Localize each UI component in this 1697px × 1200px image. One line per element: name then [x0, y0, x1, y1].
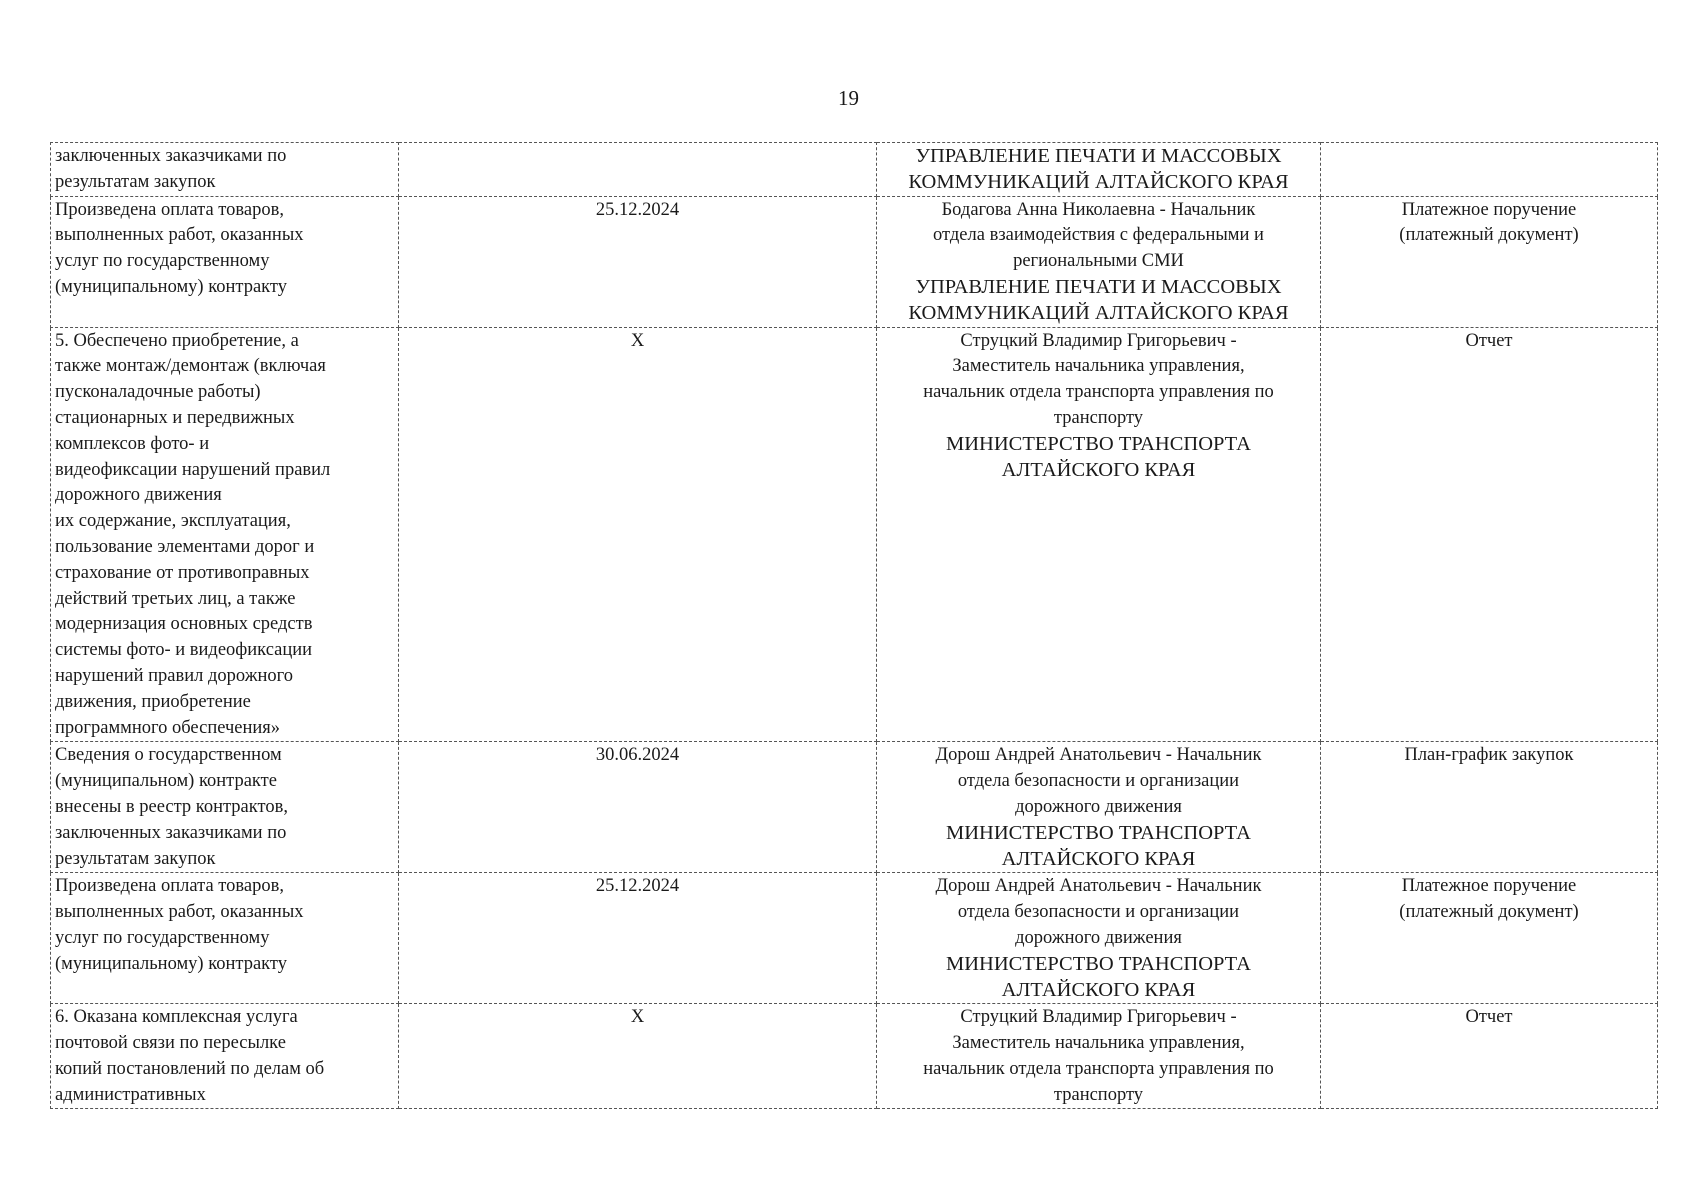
- cell-text-line: Бодагова Анна Николаевна - Начальник: [941, 199, 1256, 220]
- date-cell: [399, 1004, 877, 1109]
- cell-text-line: МИНИСТЕРСТВО ТРАНСПОРТА: [946, 952, 1251, 975]
- document-cell: [1321, 327, 1658, 742]
- cell-text-line: результатам закупок: [55, 848, 216, 869]
- cell-text-line: движения, приобретение: [55, 691, 251, 712]
- responsible-cell: [877, 196, 1321, 327]
- cell-text-line: Струцкий Владимир Григорьевич -: [960, 1007, 1237, 1028]
- cell-text-line: стационарных и передвижных: [55, 407, 295, 428]
- cell-text-line: страхование от противоправных: [55, 562, 310, 583]
- document-cell: [1321, 873, 1658, 1004]
- cell-text-line: начальник отдела транспорта управления по: [923, 1058, 1274, 1079]
- table-row: [51, 196, 1658, 327]
- cell-text-line: (муниципальному) контракту: [55, 953, 288, 974]
- cell-text-line: Платежное поручение: [1401, 876, 1577, 897]
- event-cell: [51, 143, 399, 197]
- event-cell: [51, 1004, 399, 1109]
- cell-text-line: модернизация основных средств: [55, 614, 313, 635]
- cell-text-line: 5. Обеспечено приобретение, а: [55, 330, 299, 351]
- table-row: [51, 327, 1658, 742]
- date-value: X: [630, 1007, 645, 1028]
- cell-text-line: комплексов фото- и: [55, 433, 210, 454]
- cell-text-line: Произведена оплата товаров,: [55, 876, 284, 897]
- document-cell: [1321, 742, 1658, 873]
- date-value: 25.12.2024: [595, 199, 680, 220]
- cell-text-line: услуг по государственному: [55, 251, 270, 272]
- cell-text-line: (муниципальном) контракте: [55, 771, 277, 792]
- cell-text-line: Заместитель начальника управления,: [952, 356, 1245, 377]
- cell-text-line: пользование элементами дорог и: [55, 536, 315, 557]
- cell-text-line: КОММУНИКАЦИЙ АЛТАЙСКОГО КРАЯ: [908, 170, 1289, 193]
- cell-text-line: результатам закупок: [55, 171, 216, 192]
- cell-text-line: транспорту: [1053, 1084, 1144, 1105]
- cell-text-line: их содержание, эксплуатация,: [55, 511, 291, 532]
- date-cell: [399, 742, 877, 873]
- cell-text-line: отдела безопасности и организации: [957, 902, 1240, 923]
- date-cell: [399, 143, 877, 197]
- responsible-cell: [877, 742, 1321, 873]
- cell-text-line: заключенных заказчиками по: [55, 146, 287, 166]
- cell-text-line: начальник отдела транспорта управления по: [923, 382, 1274, 403]
- plan-table: [50, 142, 1658, 1109]
- cell-text-line: УПРАВЛЕНИЕ ПЕЧАТИ И МАССОВЫХ: [915, 275, 1282, 298]
- table-row: [51, 143, 1658, 197]
- cell-text-line: Сведения о государственном: [55, 745, 282, 766]
- cell-text-line: выполненных работ, оказанных: [55, 225, 304, 246]
- responsible-cell: [877, 143, 1321, 197]
- cell-text-line: услуг по государственному: [55, 927, 270, 948]
- cell-text-line: Дорош Андрей Анатольевич - Начальник: [935, 876, 1262, 897]
- cell-text-line: Дорош Андрей Анатольевич - Начальник: [935, 745, 1262, 766]
- cell-text-line: Струцкий Владимир Григорьевич -: [960, 330, 1237, 351]
- cell-text-line: АЛТАЙСКОГО КРАЯ: [1001, 978, 1196, 1001]
- cell-text-line: МИНИСТЕРСТВО ТРАНСПОРТА: [946, 821, 1251, 844]
- responsible-cell: [877, 1004, 1321, 1109]
- document-cell: [1321, 1004, 1658, 1109]
- cell-text-line: внесены в реестр контрактов,: [55, 796, 288, 817]
- cell-text-line: отдела безопасности и организации: [957, 771, 1240, 792]
- date-cell: [399, 873, 877, 1004]
- cell-text-line: Заместитель начальника управления,: [952, 1033, 1245, 1054]
- table-row: [51, 1004, 1658, 1109]
- date-cell: [399, 327, 877, 742]
- cell-text-line: нарушений правил дорожного: [55, 665, 294, 686]
- cell-text-line: административных: [55, 1084, 206, 1105]
- cell-text-line: КОММУНИКАЦИЙ АЛТАЙСКОГО КРАЯ: [908, 301, 1289, 324]
- responsible-cell: [877, 873, 1321, 1004]
- date-value: X: [630, 330, 645, 351]
- document-cell: [1321, 143, 1658, 197]
- cell-text-line: транспорту: [1053, 407, 1144, 428]
- cell-text-line: УПРАВЛЕНИЕ ПЕЧАТИ И МАССОВЫХ: [915, 145, 1282, 167]
- cell-text-line: Отчет: [1465, 330, 1513, 351]
- cell-text-line: отдела взаимодействия с федеральными и: [933, 225, 1264, 246]
- cell-text-line: Платежное поручение: [1401, 199, 1577, 220]
- cell-text-line: пусконаладочные работы): [55, 382, 261, 403]
- table-row: [51, 742, 1658, 873]
- event-cell: [51, 742, 399, 873]
- cell-text-line: копий постановлений по делам об: [55, 1058, 325, 1079]
- event-cell: [51, 873, 399, 1004]
- cell-text-line: также монтаж/демонтаж (включая: [55, 356, 326, 377]
- cell-text-line: региональными СМИ: [1013, 251, 1184, 272]
- cell-text-line: почтовой связи по пересылке: [55, 1033, 286, 1054]
- table-row: [51, 873, 1658, 1004]
- cell-text-line: (платежный документ): [1399, 225, 1579, 246]
- cell-text-line: Отчет: [1465, 1007, 1513, 1028]
- cell-text-line: МИНИСТЕРСТВО ТРАНСПОРТА: [946, 432, 1251, 455]
- cell-text-line: действий третьих лиц, а также: [55, 588, 296, 609]
- plan-table-body: [51, 143, 1658, 1109]
- page-number: 19: [838, 86, 859, 110]
- responsible-cell: [877, 327, 1321, 742]
- event-cell: [51, 196, 399, 327]
- cell-text-line: Произведена оплата товаров,: [55, 199, 284, 220]
- date-value: 30.06.2024: [595, 745, 680, 766]
- cell-text-line: (платежный документ): [1399, 902, 1579, 923]
- cell-text-line: 6. Оказана комплексная услуга: [55, 1007, 298, 1028]
- document-cell: [1321, 196, 1658, 327]
- cell-text-line: дорожного движения: [55, 485, 222, 506]
- cell-text-line: АЛТАЙСКОГО КРАЯ: [1001, 458, 1196, 481]
- cell-text-line: АЛТАЙСКОГО КРАЯ: [1001, 847, 1196, 870]
- cell-text-line: программного обеспечения»: [55, 717, 281, 738]
- cell-text-line: дорожного движения: [1015, 796, 1182, 817]
- cell-text-line: План-график закупок: [1404, 745, 1574, 766]
- cell-text-line: дорожного движения: [1015, 927, 1182, 948]
- cell-text-line: системы фото- и видеофиксации: [55, 640, 313, 661]
- date-value: 25.12.2024: [595, 876, 680, 897]
- cell-text-line: заключенных заказчиками по: [55, 822, 287, 843]
- cell-text-line: (муниципальному) контракту: [55, 276, 288, 297]
- cell-text-line: выполненных работ, оказанных: [55, 902, 304, 923]
- event-cell: [51, 327, 399, 742]
- date-cell: [399, 196, 877, 327]
- cell-text-line: видеофиксации нарушений правил: [55, 459, 331, 480]
